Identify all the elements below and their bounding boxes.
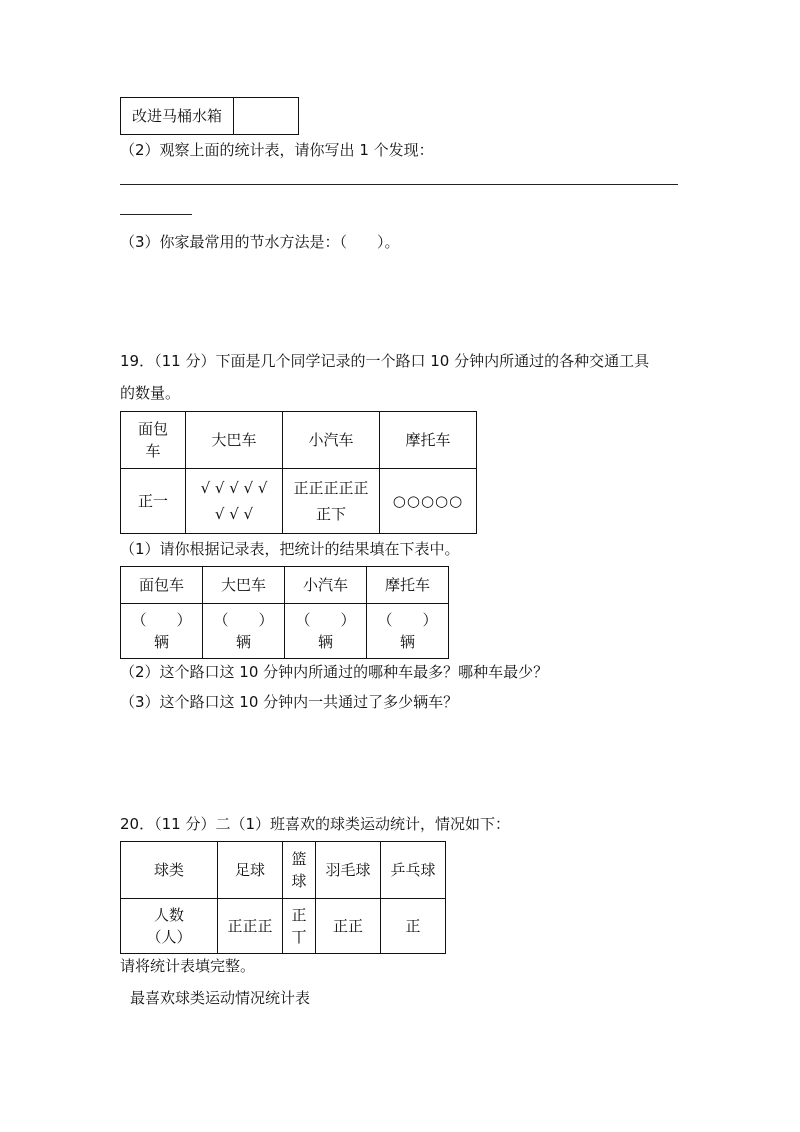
q20-chart-title: 最喜欢球类运动情况统计表: [130, 989, 311, 1007]
tally-cell: 正正正: [218, 899, 283, 954]
q19-title: 19．（11 分）下面是几个同学记录的一个路口 10 分钟内所通过的各种交通工具: [120, 352, 650, 370]
header-cell: 小汽车: [285, 567, 367, 604]
tally-cell: 正正正正正 正下: [283, 469, 380, 534]
table-row: [121, 842, 446, 899]
header-cell: 摩托车: [380, 412, 477, 469]
table-row: [121, 899, 446, 954]
header-cell: 人数 （人）: [121, 899, 218, 954]
ball-sports-table: [120, 841, 446, 954]
traffic-record-table: [120, 411, 477, 534]
tally-cell: 正 丅: [283, 899, 316, 954]
tally-cell: ○○○○○: [380, 469, 477, 534]
header-cell: 大巴车: [203, 567, 285, 604]
q19-part2: （2）这个路口这 10 分钟内所通过的哪种车最多？哪种车最少？: [120, 663, 549, 681]
header-cell: 篮 球: [283, 842, 316, 899]
answer-cell[interactable]: （ ） 辆: [285, 604, 367, 659]
q19-title-cont: 的数量。: [120, 384, 181, 402]
q19-part1: （1）请你根据记录表，把统计的结果填在下表中。: [120, 540, 460, 558]
answer-underline[interactable]: [120, 214, 192, 215]
answer-cell[interactable]: （ ） 辆: [203, 604, 285, 659]
header-cell: 大巴车: [186, 412, 283, 469]
header-cell: 乒乓球: [381, 842, 446, 899]
header-cell: 球类: [121, 842, 218, 899]
header-cell: 足球: [218, 842, 283, 899]
water-saving-table: [120, 97, 299, 135]
header-cell: 面包车: [121, 567, 203, 604]
header-cell: 小汽车: [283, 412, 380, 469]
answer-cell[interactable]: （ ） 辆: [121, 604, 203, 659]
answer-underline[interactable]: [120, 184, 678, 185]
answer-cell[interactable]: [234, 98, 299, 135]
tally-cell: 正: [381, 899, 446, 954]
table-row: [121, 469, 477, 534]
table-cell: 改进马桶水箱: [121, 98, 234, 135]
header-cell: 摩托车: [367, 567, 449, 604]
header-cell: 羽毛球: [316, 842, 381, 899]
tally-cell: 正一: [121, 469, 186, 534]
header-cell: 面包 车: [121, 412, 186, 469]
q19-part3: （3）这个路口这 10 分钟内一共通过了多少辆车？: [120, 693, 459, 711]
q18-part3: （3）你家最常用的节水方法是：（ ）。: [120, 233, 400, 251]
tally-cell: √ √ √ √ √ √ √ √: [186, 469, 283, 534]
q20-title: 20．（11 分）二（1）班喜欢的球类运动统计，情况如下：: [120, 815, 510, 833]
table-row: [121, 604, 449, 659]
answer-cell[interactable]: （ ） 辆: [367, 604, 449, 659]
table-row: [121, 567, 449, 604]
q20-instruction: 请将统计表填完整。: [120, 957, 256, 975]
q18-part2: （2）观察上面的统计表，请你写出 1 个发现：: [120, 141, 434, 159]
table-row: [121, 412, 477, 469]
table-row: [121, 98, 299, 135]
tally-cell: 正正: [316, 899, 381, 954]
traffic-result-table: [120, 566, 449, 659]
